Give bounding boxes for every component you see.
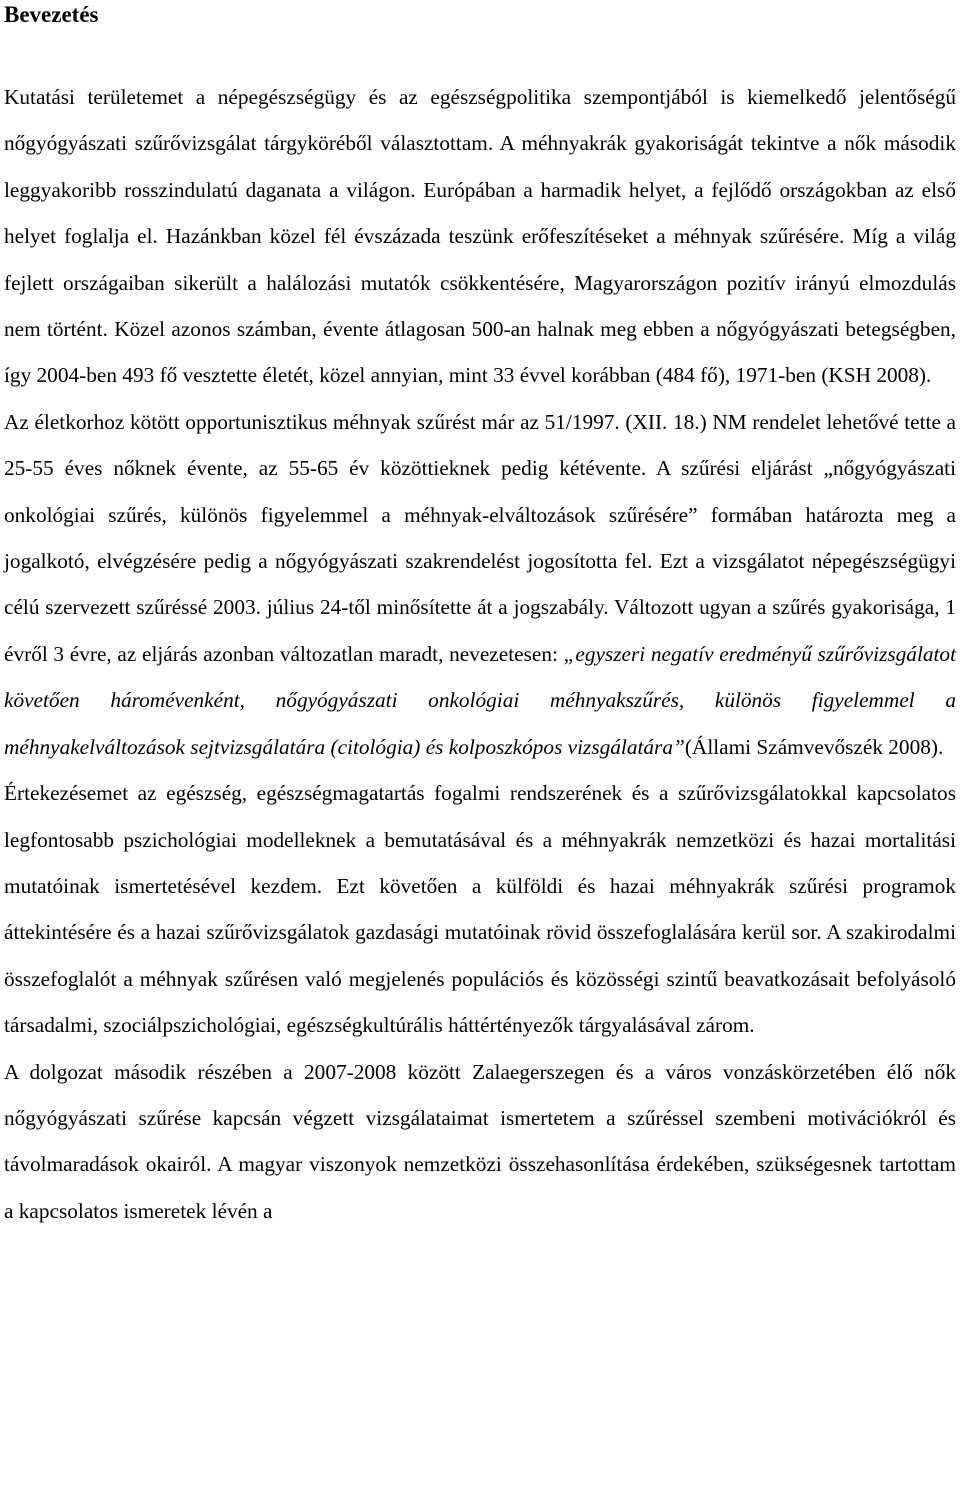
regulation-citation: (Állami Számvevőszék 2008). bbox=[684, 734, 944, 759]
section-heading: Bevezetés bbox=[4, 2, 99, 27]
paragraph-outline: Értekezésemet az egészség, egészségmagatartás fogalmi rendszerének és a szűrővizsgálatokkal kapcsolatos legfontosabb pszichológiai modelleknek a bemutatásával és a méhnyakrák nemzetközi és hazai mortalitási mutatóinak ismertetésével kezdem. Ezt követően a külföldi és hazai méhnyakrák szűrési programok áttekintésére és a hazai szűrővizsgálatok gazdasági mutatóinak rövid összefoglalására kerül sor. A szakirodalmi összefoglalót a méhnyak szűrésen való megjelenés populációs és közösségi szintű beavatkozásait befolyásoló társadalmi, szociálpszichológiai, egészségkultúrális háttértényezők tárgyalásával zárom. bbox=[4, 781, 956, 1038]
regulation-quote: „egyszeri negatív eredményű szűrővizsgálatot követően háromévenként, nőgyógyászati onkológiai méhnyakszűrés, különös figyelemmel a méhnyakelváltozások sejtvizsgálatára (citológia) és kolposzkópos vizsgálatára” bbox=[4, 641, 956, 759]
paragraph-intro-text: Kutatási területemet a népegészségügy és az egészségpolitika szempontjából is kiemelkedő jelentőségű nőgyógyászati szűrővizsgálat tárgyköréből választottam. A méhnyakrák gyakoriságát tekintve a nők második leggyakoribb rosszindulatú daganata a világon. Európában a harmadik helyet, a fejlődő országokban az első helyet foglalja el. Hazánkban közel fél évszázada teszünk erőfeszítéseket a méhnyak szűrésére. Míg a világ fejlett országaiban sikerült a halálozási mutatók csökkentésére, Magyarországon pozitív irányú elmozdulás nem történt. Közel azonos számban, évente átlagosan 500-an halnak meg ebben a nőgyógyászati betegségben, így 2004-ben 493 fő vesztette életét, közel annyian, mint 33 évvel korábban (484 fő), 1971-ben (KSH 2008). bbox=[4, 85, 956, 388]
paragraph-intro bbox=[4, 74, 956, 770]
paragraph-second-part: A dolgozat második részében a 2007-2008 között Zalaegerszegen és a város vonzáskörzetében élő nők nőgyógyászati szűrése kapcsán végzett vizsgálataimat ismertetem a szűréssel szembeni motivációkról és távolmaradások okairól. A magyar viszonyok nemzetközi összehasonlítása érdekében, szükségesnek tartottam a kapcsolatos ismeretek lévén a bbox=[4, 1059, 956, 1223]
paragraph-regulation-text: Az életkorhoz kötött opportunisztikus méhnyak szűrést már az 51/1997. (XII. 18.) NM rendelet lehetővé tette a 25-55 éves nőknek évente, az 55-65 év közöttieknek pedig kétévente. A szűrési eljárást „nőgyógyászati onkológiai szűrés, különös figyelemmel a méhnyak-elváltozások szűrésére” formában határozta meg a jogalkotó, elvégzésére pedig a nőgyógyászati szakrendelést jogosította fel. Ezt a vizsgálatot népegészségügyi célú szervezett szűréssé 2003. július 24-től minősítette át a jogszabály. Változott ugyan a szűrés gyakorisága, 1 évről 3 évre, az eljárás azonban változatlan maradt, nevezetesen: bbox=[4, 409, 956, 666]
